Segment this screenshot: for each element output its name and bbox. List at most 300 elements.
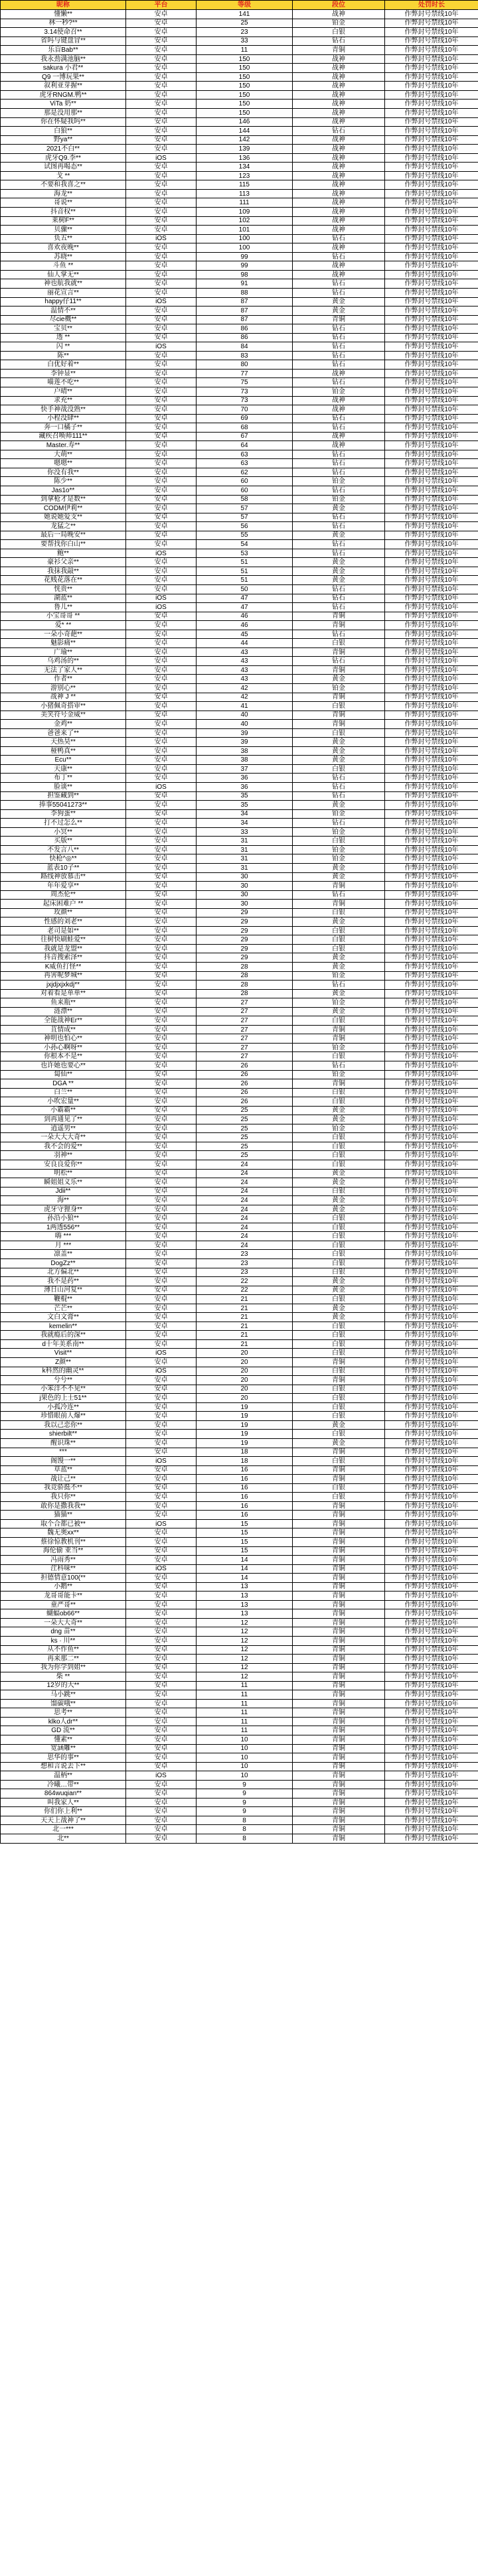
- cell-penalty-duration: 作弊封号禁线10年: [385, 926, 478, 935]
- cell-platform: 安卓: [126, 333, 197, 342]
- cell-tier: 黄金: [293, 962, 385, 971]
- cell-tier: 战神: [293, 189, 385, 198]
- table-row: [1, 1070, 478, 1079]
- cell-tier: 黄金: [293, 738, 385, 747]
- cell-tier: 黄金: [293, 1277, 385, 1286]
- cell-tier: 战神: [293, 64, 385, 73]
- cell-platform: 安卓: [126, 1070, 197, 1079]
- cell-penalty-duration: 作弊封号禁线10年: [385, 1196, 478, 1205]
- cell-level: 12: [197, 1655, 293, 1664]
- cell-level: 60: [197, 477, 293, 486]
- cell-level: 142: [197, 135, 293, 145]
- table-row: [1, 944, 478, 953]
- cell-penalty-duration: 作弊封号禁线10年: [385, 549, 478, 558]
- cell-tier: 白银: [293, 1402, 385, 1412]
- cell-penalty-duration: 作弊封号禁线10年: [385, 90, 478, 100]
- cell-level: 15: [197, 1537, 293, 1546]
- cell-nickname: 老司是如**: [1, 926, 126, 935]
- table-row: [1, 1762, 478, 1771]
- cell-platform: 安卓: [126, 360, 197, 370]
- cell-nickname: 小笨洋不不见**: [1, 1385, 126, 1394]
- cell-penalty-duration: 作弊封号禁线10年: [385, 1412, 478, 1421]
- cell-penalty-duration: 作弊封号禁线10年: [385, 19, 478, 28]
- cell-penalty-duration: 作弊封号禁线10年: [385, 405, 478, 415]
- cell-level: 13: [197, 1592, 293, 1601]
- table-row: [1, 998, 478, 1008]
- cell-penalty-duration: 作弊封号禁线10年: [385, 1493, 478, 1502]
- cell-platform: 安卓: [126, 369, 197, 378]
- cell-level: 46: [197, 621, 293, 630]
- cell-tier: 黄金: [293, 1205, 385, 1214]
- cell-nickname: 无法了家人**: [1, 665, 126, 675]
- cell-nickname: Ecu**: [1, 756, 126, 765]
- table-row: [1, 414, 478, 423]
- cell-platform: 安卓: [126, 1574, 197, 1583]
- cell-penalty-duration: 作弊封号禁线10年: [385, 1717, 478, 1726]
- cell-nickname: 北方偏北**: [1, 1268, 126, 1277]
- cell-level: 25: [197, 1142, 293, 1151]
- cell-nickname: 从不作鱼**: [1, 1645, 126, 1655]
- cell-nickname: 敢你是撒我我**: [1, 1501, 126, 1511]
- cell-level: 24: [197, 1232, 293, 1241]
- cell-penalty-duration: 作弊封号禁线10年: [385, 46, 478, 55]
- cell-tier: 青铜: [293, 1475, 385, 1484]
- cell-platform: 安卓: [126, 1034, 197, 1044]
- cell-tier: 白银: [293, 1016, 385, 1026]
- table-row: [1, 441, 478, 450]
- cell-platform: 安卓: [126, 684, 197, 693]
- cell-nickname: 涟漂**: [1, 1007, 126, 1016]
- cell-penalty-duration: 作弊封号禁线10年: [385, 127, 478, 136]
- cell-tier: 青铜: [293, 647, 385, 657]
- cell-tier: 白银: [293, 944, 385, 953]
- cell-level: 38: [197, 746, 293, 756]
- cell-level: 9: [197, 1798, 293, 1807]
- cell-level: 10: [197, 1735, 293, 1745]
- cell-penalty-duration: 作弊封号禁线10年: [385, 522, 478, 531]
- table-row: [1, 1223, 478, 1232]
- cell-penalty-duration: 作弊封号禁线10年: [385, 1690, 478, 1700]
- cell-penalty-duration: 作弊封号禁线10年: [385, 1438, 478, 1448]
- table-row: [1, 953, 478, 963]
- cell-penalty-duration: 作弊封号禁线10年: [385, 423, 478, 433]
- cell-nickname: 安良良爱你**: [1, 1160, 126, 1170]
- cell-platform: 安卓: [126, 46, 197, 55]
- cell-platform: 安卓: [126, 477, 197, 486]
- cell-tier: 钻石: [293, 513, 385, 522]
- table-row: [1, 1412, 478, 1421]
- cell-tier: 钻石: [293, 791, 385, 801]
- cell-nickname: 凛盖**: [1, 1250, 126, 1259]
- cell-penalty-duration: 作弊封号禁线10年: [385, 1385, 478, 1394]
- cell-platform: 安卓: [126, 854, 197, 864]
- cell-level: 11: [197, 1699, 293, 1708]
- cell-penalty-duration: 作弊封号禁线10年: [385, 872, 478, 882]
- cell-platform: 安卓: [126, 791, 197, 801]
- cell-platform: 安卓: [126, 935, 197, 945]
- cell-penalty-duration: 作弊封号禁线10年: [385, 261, 478, 271]
- table-row: [1, 1564, 478, 1574]
- cell-tier: 铂金: [293, 1124, 385, 1133]
- cell-platform: 安卓: [126, 145, 197, 154]
- cell-level: 29: [197, 908, 293, 917]
- cell-nickname: 苏晓**: [1, 252, 126, 261]
- cell-penalty-duration: 作弊封号禁线10年: [385, 1672, 478, 1682]
- cell-platform: 安卓: [126, 82, 197, 91]
- cell-penalty-duration: 作弊封号禁线10年: [385, 1187, 478, 1196]
- cell-level: 25: [197, 1133, 293, 1142]
- cell-penalty-duration: 作弊封号禁线10年: [385, 1834, 478, 1844]
- table-row: [1, 1655, 478, 1664]
- cell-platform: 安卓: [126, 1088, 197, 1097]
- cell-tier: 青铜: [293, 1609, 385, 1619]
- cell-level: 20: [197, 1385, 293, 1394]
- cell-level: 23: [197, 28, 293, 37]
- cell-nickname: 魏无奥xx**: [1, 1528, 126, 1538]
- cell-tier: 青铜: [293, 1690, 385, 1700]
- cell-level: 11: [197, 1681, 293, 1690]
- table-row: [1, 1726, 478, 1735]
- cell-platform: 安卓: [126, 54, 197, 64]
- cell-nickname: 那是没用那**: [1, 109, 126, 118]
- cell-nickname: 我不会的爱**: [1, 1142, 126, 1151]
- cell-nickname: shierbilt**: [1, 1430, 126, 1439]
- cell-nickname: 鞭棍**: [1, 1295, 126, 1304]
- cell-penalty-duration: 作弊封号禁线10年: [385, 1708, 478, 1718]
- cell-penalty-duration: 作弊封号禁线10年: [385, 1016, 478, 1026]
- cell-penalty-duration: 作弊封号禁线10年: [385, 1232, 478, 1241]
- cell-tier: 钻石: [293, 378, 385, 387]
- table-row: [1, 117, 478, 127]
- cell-tier: 黄金: [293, 801, 385, 810]
- cell-penalty-duration: 作弊封号禁线10年: [385, 764, 478, 774]
- cell-tier: 战神: [293, 432, 385, 441]
- header-penalty-duration: 处罚时长: [385, 1, 478, 10]
- cell-level: 9: [197, 1789, 293, 1798]
- cell-level: 146: [197, 117, 293, 127]
- cell-tier: 钻石: [293, 890, 385, 900]
- table-row: [1, 764, 478, 774]
- cell-platform: 安卓: [126, 1322, 197, 1331]
- cell-platform: 安卓: [126, 1600, 197, 1609]
- cell-penalty-duration: 作弊封号禁线10年: [385, 1627, 478, 1637]
- cell-penalty-duration: 作弊封号禁线10年: [385, 989, 478, 998]
- cell-level: 62: [197, 468, 293, 477]
- cell-tier: 青铜: [293, 1546, 385, 1556]
- cell-nickname: 李钟显**: [1, 369, 126, 378]
- cell-level: 44: [197, 639, 293, 648]
- cell-level: 54: [197, 540, 293, 549]
- cell-penalty-duration: 作弊封号禁线10年: [385, 1331, 478, 1340]
- cell-tier: 白银: [293, 1133, 385, 1142]
- cell-platform: 安卓: [126, 1007, 197, 1016]
- cell-penalty-duration: 作弊封号禁线10年: [385, 342, 478, 352]
- table-row: [1, 369, 478, 378]
- cell-tier: 铂金: [293, 809, 385, 819]
- cell-nickname: 年年爱享**: [1, 882, 126, 891]
- table-row: [1, 208, 478, 217]
- cell-tier: 青铜: [293, 1663, 385, 1672]
- cell-penalty-duration: 作弊封号禁线10年: [385, 1250, 478, 1259]
- cell-level: 86: [197, 324, 293, 334]
- cell-tier: 青铜: [293, 1448, 385, 1457]
- cell-penalty-duration: 作弊封号禁线10年: [385, 1097, 478, 1107]
- cell-platform: 安卓: [126, 1672, 197, 1682]
- cell-platform: 安卓: [126, 675, 197, 684]
- cell-level: 16: [197, 1483, 293, 1493]
- cell-penalty-duration: 作弊封号禁线10年: [385, 1825, 478, 1834]
- cell-nickname: dng 苗**: [1, 1627, 126, 1637]
- cell-level: 53: [197, 549, 293, 558]
- cell-nickname: 游别心**: [1, 684, 126, 693]
- cell-tier: 黄金: [293, 1196, 385, 1205]
- cell-platform: 安卓: [126, 1223, 197, 1232]
- cell-tier: 钻石: [293, 360, 385, 370]
- cell-tier: 战神: [293, 261, 385, 271]
- cell-penalty-duration: 作弊封号禁线10年: [385, 1519, 478, 1528]
- cell-penalty-duration: 作弊封号禁线10年: [385, 234, 478, 243]
- cell-penalty-duration: 作弊封号禁线10年: [385, 459, 478, 468]
- cell-penalty-duration: 作弊封号禁线10年: [385, 226, 478, 235]
- cell-level: 12: [197, 1663, 293, 1672]
- table-row: [1, 486, 478, 495]
- cell-penalty-duration: 作弊封号禁线10年: [385, 603, 478, 612]
- cell-penalty-duration: 作弊封号禁线10年: [385, 1304, 478, 1313]
- cell-tier: 青铜: [293, 1816, 385, 1825]
- cell-platform: 安卓: [126, 117, 197, 127]
- cell-nickname: 小程没肆**: [1, 414, 126, 423]
- cell-nickname: 最后一局晚安**: [1, 531, 126, 540]
- table-row: [1, 1286, 478, 1295]
- cell-tier: 青铜: [293, 1645, 385, 1655]
- cell-nickname: Master.寿**: [1, 441, 126, 450]
- cell-nickname: 再害呢梦城**: [1, 971, 126, 981]
- table-row: [1, 153, 478, 163]
- cell-tier: 黄金: [293, 1420, 385, 1430]
- cell-penalty-duration: 作弊封号禁线10年: [385, 1367, 478, 1376]
- cell-penalty-duration: 作弊封号禁线10年: [385, 594, 478, 603]
- table-row: [1, 1708, 478, 1718]
- cell-platform: 安卓: [126, 585, 197, 594]
- cell-platform: iOS: [126, 234, 197, 243]
- table-row: [1, 684, 478, 693]
- table-row: [1, 809, 478, 819]
- table-row: [1, 1142, 478, 1151]
- cell-tier: 青铜: [293, 1592, 385, 1601]
- cell-platform: 安卓: [126, 1699, 197, 1708]
- cell-tier: 黄金: [293, 989, 385, 998]
- cell-platform: 安卓: [126, 513, 197, 522]
- cell-tier: 战神: [293, 171, 385, 180]
- cell-nickname: 布丁**: [1, 774, 126, 783]
- table-row: [1, 226, 478, 235]
- cell-nickname: 想和言说去下**: [1, 1762, 126, 1771]
- cell-penalty-duration: 作弊封号禁线10年: [385, 702, 478, 711]
- cell-tier: 青铜: [293, 1574, 385, 1583]
- cell-platform: 安卓: [126, 180, 197, 190]
- cell-level: 134: [197, 163, 293, 172]
- cell-tier: 战神: [293, 226, 385, 235]
- cell-nickname: 陈少**: [1, 477, 126, 486]
- cell-nickname: 我就是龙盟**: [1, 944, 126, 953]
- cell-nickname: happy仔11**: [1, 297, 126, 306]
- cell-level: 150: [197, 90, 293, 100]
- cell-level: 14: [197, 1564, 293, 1574]
- cell-platform: 安卓: [126, 324, 197, 334]
- cell-penalty-duration: 作弊封号禁线10年: [385, 558, 478, 567]
- cell-penalty-duration: 作弊封号禁线10年: [385, 1349, 478, 1358]
- table-row: [1, 46, 478, 55]
- cell-platform: 安卓: [126, 890, 197, 900]
- cell-penalty-duration: 作弊封号禁线10年: [385, 890, 478, 900]
- cell-penalty-duration: 作弊封号禁线10年: [385, 1079, 478, 1089]
- table-row: [1, 657, 478, 666]
- cell-platform: 安卓: [126, 495, 197, 504]
- cell-tier: 铂金: [293, 845, 385, 854]
- table-row: [1, 180, 478, 190]
- table-row: [1, 1807, 478, 1816]
- cell-platform: 安卓: [126, 1115, 197, 1124]
- cell-tier: 青铜: [293, 1025, 385, 1034]
- table-row: [1, 1834, 478, 1844]
- cell-platform: 安卓: [126, 522, 197, 531]
- cell-penalty-duration: 作弊封号禁线10年: [385, 1241, 478, 1250]
- cell-penalty-duration: 作弊封号禁线10年: [385, 1556, 478, 1565]
- cell-level: 24: [197, 1214, 293, 1223]
- cell-level: 69: [197, 414, 293, 423]
- cell-level: 36: [197, 783, 293, 792]
- cell-platform: 安卓: [126, 1483, 197, 1493]
- cell-nickname: 对着看是单单**: [1, 989, 126, 998]
- cell-nickname: 试图再喝态**: [1, 163, 126, 172]
- cell-nickname: 抖音权**: [1, 208, 126, 217]
- cell-nickname: 户晴**: [1, 387, 126, 396]
- cell-platform: 安卓: [126, 351, 197, 360]
- cell-penalty-duration: 作弊封号禁线10年: [385, 252, 478, 261]
- cell-nickname: 孙沿小狼**: [1, 1214, 126, 1223]
- cell-nickname: jxjdjxjxkdj**: [1, 981, 126, 990]
- cell-tier: 青铜: [293, 1681, 385, 1690]
- cell-platform: 安卓: [126, 1402, 197, 1412]
- cell-level: 21: [197, 1331, 293, 1340]
- cell-tier: 黄金: [293, 953, 385, 963]
- cell-tier: 黄金: [293, 1313, 385, 1322]
- cell-nickname: 小宝哥哥 **: [1, 612, 126, 621]
- cell-level: 16: [197, 1475, 293, 1484]
- cell-platform: 安卓: [126, 845, 197, 854]
- cell-tier: 白银: [293, 1232, 385, 1241]
- cell-penalty-duration: 作弊封号禁线10年: [385, 333, 478, 342]
- table-row: [1, 1493, 478, 1502]
- cell-level: 45: [197, 630, 293, 639]
- cell-tier: 白银: [293, 1483, 385, 1493]
- cell-level: 20: [197, 1358, 293, 1367]
- cell-level: 11: [197, 1717, 293, 1726]
- cell-level: 58: [197, 495, 293, 504]
- table-row: [1, 926, 478, 935]
- cell-penalty-duration: 作弊封号禁线10年: [385, 665, 478, 675]
- cell-level: 16: [197, 1501, 293, 1511]
- cell-tier: 青铜: [293, 1717, 385, 1726]
- table-row: [1, 1106, 478, 1115]
- cell-penalty-duration: 作弊封号禁线10年: [385, 306, 478, 316]
- cell-level: 68: [197, 423, 293, 433]
- cell-nickname: 芒芒**: [1, 1304, 126, 1313]
- cell-platform: 安卓: [126, 441, 197, 450]
- cell-platform: 安卓: [126, 100, 197, 109]
- cell-nickname: Jdii**: [1, 1187, 126, 1196]
- cell-nickname: 鱼来瓶**: [1, 998, 126, 1008]
- cell-platform: 安卓: [126, 1528, 197, 1538]
- table-row: [1, 962, 478, 971]
- cell-nickname: 懂素**: [1, 1735, 126, 1745]
- cell-platform: 安卓: [126, 576, 197, 585]
- cell-level: 26: [197, 1070, 293, 1079]
- cell-level: 21: [197, 1313, 293, 1322]
- cell-nickname: 全能战神Er**: [1, 1016, 126, 1026]
- cell-level: 23: [197, 1259, 293, 1268]
- cell-nickname: 打不过怎么**: [1, 819, 126, 828]
- cell-level: 9: [197, 1807, 293, 1816]
- cell-nickname: 李狗蛋**: [1, 809, 126, 819]
- cell-level: 150: [197, 82, 293, 91]
- cell-penalty-duration: 作弊封号禁线10年: [385, 1636, 478, 1645]
- table-row: [1, 198, 478, 208]
- cell-platform: 安卓: [126, 1142, 197, 1151]
- cell-platform: 安卓: [126, 926, 197, 935]
- cell-tier: 青铜: [293, 1636, 385, 1645]
- cell-penalty-duration: 作弊封号禁线10年: [385, 1483, 478, 1493]
- table-row: [1, 1178, 478, 1187]
- cell-penalty-duration: 作弊封号禁线10年: [385, 495, 478, 504]
- table-row: [1, 72, 478, 82]
- cell-tier: 铂金: [293, 1070, 385, 1079]
- cell-penalty-duration: 作弊封号禁线10年: [385, 1546, 478, 1556]
- cell-platform: 安卓: [126, 1133, 197, 1142]
- cell-tier: 铂金: [293, 495, 385, 504]
- cell-platform: 安卓: [126, 1376, 197, 1385]
- cell-level: 24: [197, 1178, 293, 1187]
- cell-penalty-duration: 作弊封号禁线10年: [385, 1501, 478, 1511]
- cell-penalty-duration: 作弊封号禁线10年: [385, 1564, 478, 1574]
- cell-penalty-duration: 作弊封号禁线10年: [385, 1753, 478, 1763]
- table-row: [1, 1187, 478, 1196]
- cell-tier: 白银: [293, 926, 385, 935]
- cell-penalty-duration: 作弊封号禁线10年: [385, 1528, 478, 1538]
- cell-nickname: 到再通见了**: [1, 1115, 126, 1124]
- cell-penalty-duration: 作弊封号禁线10年: [385, 441, 478, 450]
- cell-tier: 钻石: [293, 657, 385, 666]
- table-row: [1, 1349, 478, 1358]
- cell-tier: 青铜: [293, 1726, 385, 1735]
- cell-penalty-duration: 作弊封号禁线10年: [385, 396, 478, 405]
- table-row: [1, 783, 478, 792]
- cell-tier: 白银: [293, 1385, 385, 1394]
- cell-level: 77: [197, 369, 293, 378]
- cell-nickname: 小霸霸**: [1, 1106, 126, 1115]
- table-row: [1, 791, 478, 801]
- cell-nickname: 海**: [1, 1196, 126, 1205]
- cell-tier: 青铜: [293, 1519, 385, 1528]
- cell-penalty-duration: 作弊封号禁线10年: [385, 369, 478, 378]
- cell-platform: 安卓: [126, 306, 197, 316]
- cell-level: 123: [197, 171, 293, 180]
- table-row: [1, 1475, 478, 1484]
- cell-level: 150: [197, 100, 293, 109]
- cell-level: 15: [197, 1546, 293, 1556]
- cell-level: 29: [197, 935, 293, 945]
- cell-platform: 安卓: [126, 1438, 197, 1448]
